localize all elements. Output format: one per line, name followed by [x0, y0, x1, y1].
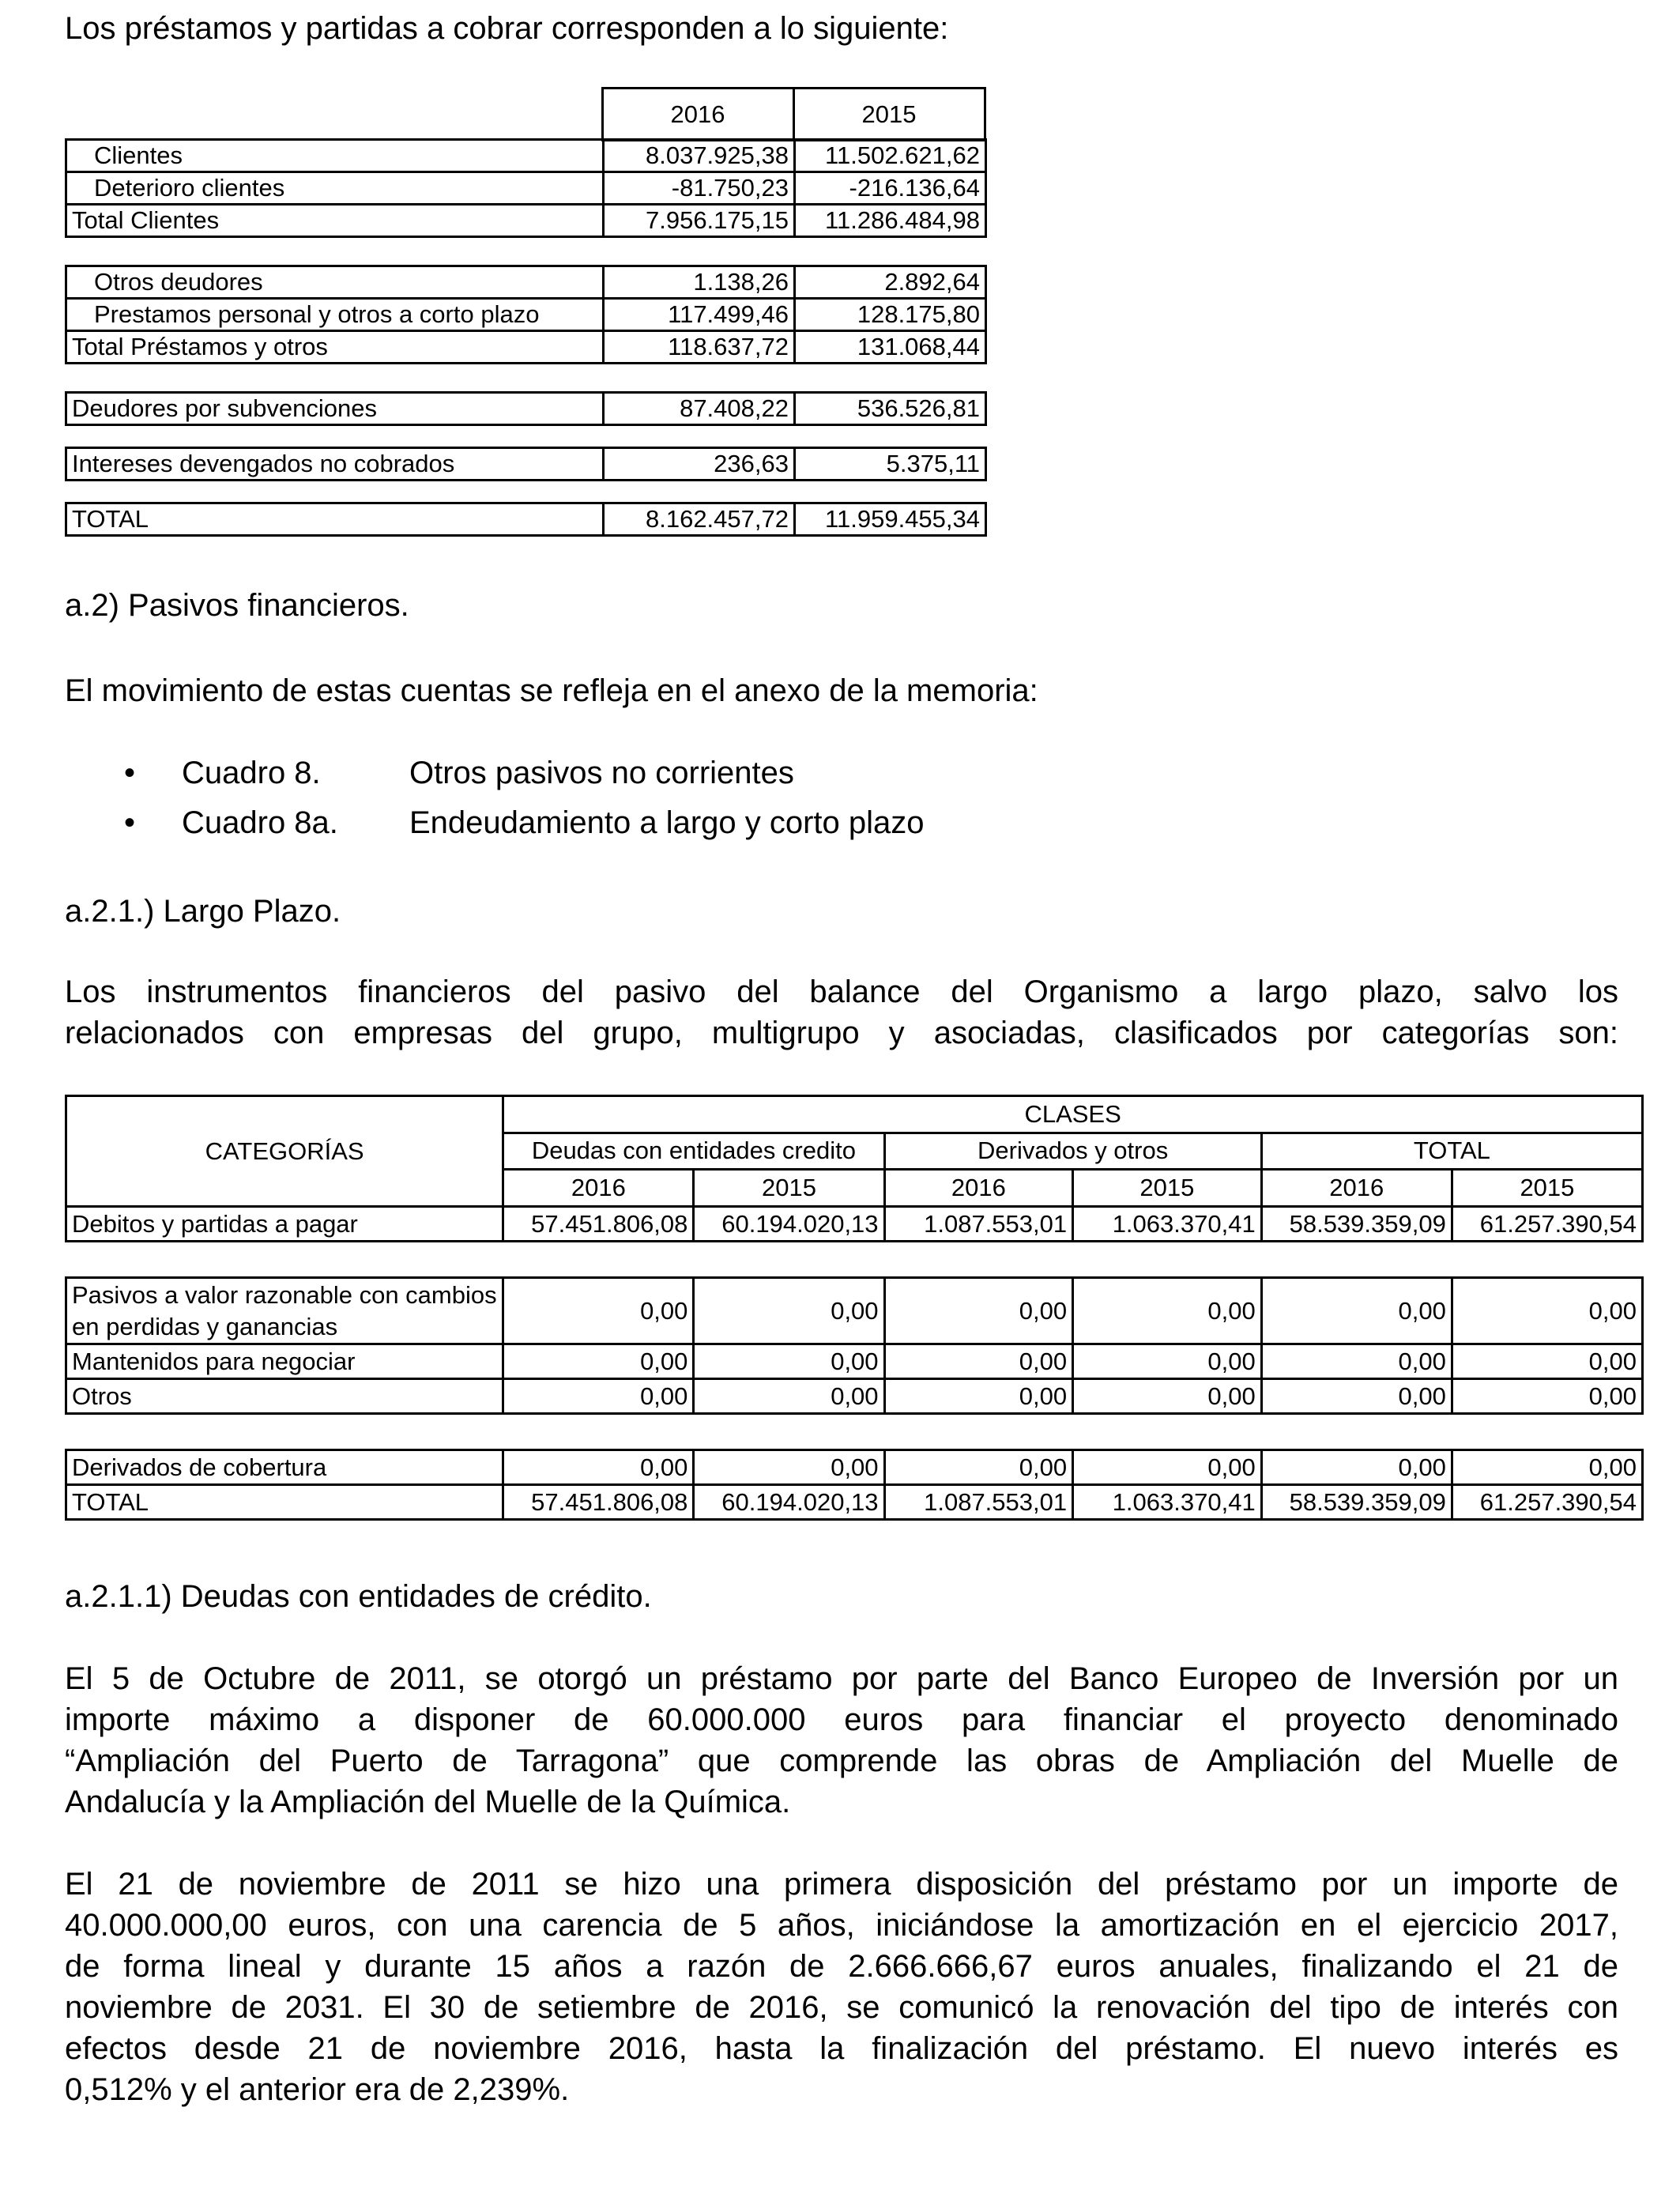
bullet-text: Endeudamiento a largo y corto plazo [409, 805, 925, 840]
table-row [66, 1379, 1643, 1414]
row-value-2015: 11.502.621,62 [795, 140, 986, 172]
receivables-table [65, 87, 986, 141]
row-value: 0,00 [1261, 1450, 1452, 1485]
disp-paragraph-line: 0,512% y el anterior era de 2,239%. [65, 2072, 570, 2107]
receivables-group [65, 391, 987, 426]
row-value: 1.087.553,01 [884, 1485, 1073, 1520]
row-value: 0,00 [1261, 1278, 1452, 1344]
row-value-2015: 11.286.484,98 [795, 205, 986, 237]
liabilities-table [65, 1095, 1644, 1521]
col-header-2016: 2016 [602, 89, 793, 141]
year-header: 2016 [503, 1170, 694, 1207]
row-value: 58.539.359,09 [1261, 1207, 1452, 1242]
row-value: 0,00 [884, 1278, 1073, 1344]
section-a211-heading: a.2.1.1) Deudas con entidades de crédito. [65, 1579, 652, 1614]
row-value-2016: 8.162.457,72 [604, 503, 795, 536]
row-value: 0,00 [503, 1344, 694, 1379]
row-label: Otros [66, 1379, 503, 1414]
row-value: 0,00 [884, 1344, 1073, 1379]
bullet-item [65, 802, 1618, 843]
row-label: Deudores por subvenciones [66, 393, 604, 425]
row-label: TOTAL [66, 503, 604, 536]
row-label: Derivados de cobertura [66, 1450, 503, 1485]
row-value-2015: -216.136,64 [795, 172, 986, 205]
row-value: 0,00 [884, 1379, 1073, 1414]
row-value: 0,00 [1452, 1278, 1642, 1344]
disp-paragraph-line: de forma lineal y durante 15 años a razón de 2.666.666,67 euros anuales, finalizando el 21 de [65, 1949, 1618, 1984]
year-header: 2015 [1073, 1170, 1262, 1207]
row-label: Clientes [66, 140, 604, 172]
section-a21-heading: a.2.1.) Largo Plazo. [65, 894, 341, 929]
year-header: 2016 [884, 1170, 1073, 1207]
table-row [66, 205, 986, 237]
row-value-2015: 128.175,80 [795, 299, 986, 331]
row-value-2015: 536.526,81 [795, 393, 986, 425]
liabilities-table-wrap [65, 1095, 1644, 1537]
row-value: 58.539.359,09 [1261, 1485, 1452, 1520]
row-label: Mantenidos para negociar [66, 1344, 503, 1379]
row-value: 0,00 [1073, 1379, 1262, 1414]
group-header: Derivados y otros [884, 1133, 1261, 1170]
row-value: 61.257.390,54 [1452, 1485, 1642, 1520]
year-header: 2015 [1452, 1170, 1642, 1207]
group-header: TOTAL [1261, 1133, 1642, 1170]
table-row [66, 1485, 1643, 1520]
col-header-2015: 2015 [793, 89, 985, 141]
year-header: 2015 [694, 1170, 884, 1207]
row-value: 0,00 [503, 1450, 694, 1485]
row-value: 1.063.370,41 [1073, 1207, 1262, 1242]
bullet-dot-icon: • [124, 805, 136, 840]
receivables-group [65, 265, 987, 364]
row-value-2016: 236,63 [604, 448, 795, 481]
year-header: 2016 [1261, 1170, 1452, 1207]
row-label: Otros deudores [66, 266, 604, 299]
table-row [66, 393, 986, 425]
row-value: 0,00 [884, 1450, 1073, 1485]
bullet-code: Cuadro 8. [182, 756, 321, 790]
row-value-2016: -81.750,23 [604, 172, 795, 205]
table-row [66, 266, 986, 299]
table-row [66, 503, 986, 536]
row-label: Pasivos a valor razonable con cambios en perdidas y ganancias [66, 1278, 503, 1344]
row-value: 57.451.806,08 [503, 1485, 694, 1520]
section-a2-heading: a.2) Pasivos financieros. [65, 588, 409, 623]
row-label: Debitos y partidas a pagar [66, 1207, 503, 1242]
disp-paragraph-line: efectos desde 21 de noviembre 2016, hasta la finalización del préstamo. El nuevo interés es [65, 2031, 1618, 2066]
row-value: 1.063.370,41 [1073, 1485, 1262, 1520]
row-value-2015: 2.892,64 [795, 266, 986, 299]
bullet-text: Otros pasivos no corrientes [409, 756, 794, 790]
row-label: Deterioro clientes [66, 172, 604, 205]
row-value: 0,00 [1452, 1450, 1642, 1485]
row-label: Prestamos personal y otros a corto plazo [66, 299, 604, 331]
receivables-group [65, 502, 987, 537]
table-row [66, 1344, 1643, 1379]
row-value: 0,00 [503, 1278, 694, 1344]
row-value: 57.451.806,08 [503, 1207, 694, 1242]
bullet-item [65, 752, 1618, 794]
group-header: Deudas con entidades credito [503, 1133, 884, 1170]
row-value: 0,00 [503, 1379, 694, 1414]
row-value: 0,00 [1452, 1344, 1642, 1379]
row-value: 0,00 [694, 1344, 884, 1379]
row-value-2015: 11.959.455,34 [795, 503, 986, 536]
row-value: 60.194.020,13 [694, 1207, 884, 1242]
row-value: 0,00 [694, 1450, 884, 1485]
row-value: 1.087.553,01 [884, 1207, 1073, 1242]
row-value-2016: 87.408,22 [604, 393, 795, 425]
row-value-2016: 7.956.175,15 [604, 205, 795, 237]
row-value: 0,00 [694, 1379, 884, 1414]
row-value: 0,00 [1073, 1344, 1262, 1379]
row-value: 0,00 [1452, 1379, 1642, 1414]
disp-paragraph-line: El 21 de noviembre de 2011 se hizo una primera disposición del préstamo por un importe de [65, 1867, 1618, 1902]
bullet-code: Cuadro 8a. [182, 805, 338, 840]
row-value: 0,00 [1073, 1278, 1262, 1344]
table-row [66, 299, 986, 331]
table-row [66, 1207, 1643, 1242]
row-value-2016: 8.037.925,38 [604, 140, 795, 172]
row-label: Total Préstamos y otros [66, 331, 604, 364]
row-value: 0,00 [1261, 1379, 1452, 1414]
row-value-2016: 118.637,72 [604, 331, 795, 364]
row-value: 60.194.020,13 [694, 1485, 884, 1520]
bei-paragraph-line: El 5 de Octubre de 2011, se otorgó un préstamo por parte del Banco Europeo de Inversión por un [65, 1661, 1618, 1696]
disp-paragraph-line: 40.000.000,00 euros, con una carencia de 5 años, iniciándose la amortización en el ejercicio 2017, [65, 1908, 1618, 1943]
bullet-dot-icon: • [124, 756, 136, 790]
row-value-2016: 1.138,26 [604, 266, 795, 299]
row-value-2016: 117.499,46 [604, 299, 795, 331]
document-page [65, 0, 1637, 2194]
receivables-group [65, 447, 987, 481]
table-row [66, 331, 986, 364]
intro-text: Los préstamos y partidas a cobrar corresponden a lo siguiente: [65, 11, 949, 46]
disp-paragraph-line: noviembre de 2031. El 30 de setiembre de 2016, se comunicó la renovación del tipo de interés con [65, 1990, 1618, 2025]
receivables-group [65, 138, 987, 238]
table-row [66, 1278, 1643, 1344]
table-row [66, 1450, 1643, 1485]
row-label: TOTAL [66, 1485, 503, 1520]
bei-paragraph-line: “Ampliación del Puerto de Tarragona” que comprende las obras de Ampliación del Muelle de [65, 1744, 1618, 1778]
row-value: 0,00 [1073, 1450, 1262, 1485]
bei-paragraph-line: Andalucía y la Ampliación del Muelle de la Química. [65, 1785, 791, 1819]
table-row [66, 140, 986, 172]
row-value-2015: 5.375,11 [795, 448, 986, 481]
row-value: 0,00 [1261, 1344, 1452, 1379]
table-row [66, 172, 986, 205]
row-value: 0,00 [694, 1278, 884, 1344]
row-label: Intereses devengados no cobrados [66, 448, 604, 481]
categorias-header: CATEGORÍAS [66, 1096, 503, 1207]
lp-paragraph-line: Los instrumentos financieros del pasivo del balance del Organismo a largo plazo, salvo los [65, 974, 1618, 1009]
bei-paragraph-line: importe máximo a disponer de 60.000.000 euros para financiar el proyecto denominado [65, 1702, 1618, 1737]
row-value-2015: 131.068,44 [795, 331, 986, 364]
row-value: 61.257.390,54 [1452, 1207, 1642, 1242]
table-row [66, 448, 986, 481]
lp-paragraph-line: relacionados con empresas del grupo, multigrupo y asociadas, clasificados por categorías son: [65, 1016, 1618, 1050]
movement-text: El movimiento de estas cuentas se refleja en el anexo de la memoria: [65, 673, 1038, 708]
row-label: Total Clientes [66, 205, 604, 237]
clases-header: CLASES [503, 1096, 1643, 1133]
